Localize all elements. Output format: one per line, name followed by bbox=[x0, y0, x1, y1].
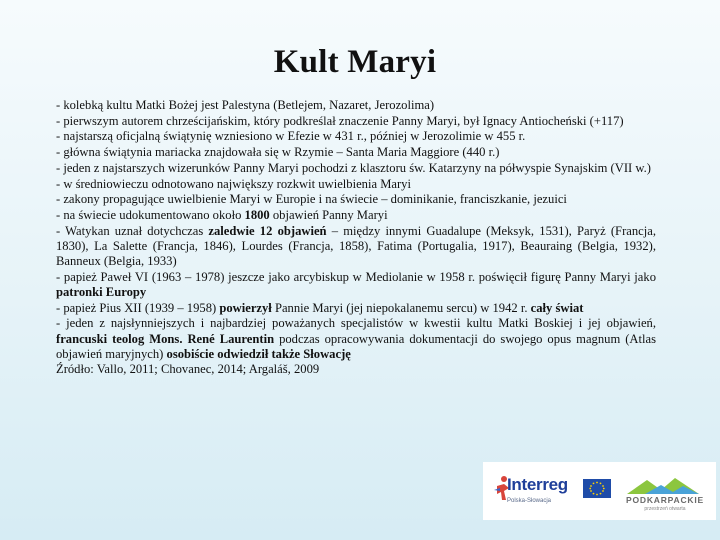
body-paragraph bbox=[56, 161, 656, 176]
paragraph-text: - kolebką kultu Matki Bożej jest Palestyna (Betlejem, Nazaret, Jerozolima) bbox=[56, 98, 435, 112]
paragraph-text: - jeden z najsłynniejszych i najbardziej poważanych specjalistów w kwestii kultu Matki Boskiej i jej objawień, bbox=[56, 316, 656, 331]
paragraph-text: - papież Pius XII (1939 – 1958) bbox=[56, 300, 220, 315]
interreg-subtitle: Polska-Słowacja bbox=[507, 498, 552, 504]
body-paragraph bbox=[56, 316, 656, 362]
body-paragraph bbox=[56, 177, 656, 192]
body-paragraph bbox=[56, 208, 656, 223]
body-paragraph bbox=[56, 301, 656, 316]
paragraph-text: - najstarszą oficjalną świątynię wzniesiono w Efezie w 431 r., później w Jerozolimie w 455 r. bbox=[56, 129, 526, 144]
emphasis-text: powierzył bbox=[219, 300, 272, 315]
paragraph-text: - zakony propagujące uwielbienie Maryi w Europie i na świecie – dominikanie, franciszkanie, jezuici bbox=[56, 192, 567, 207]
emphasis-text: francuski teolog Mons. René Laurentin bbox=[56, 331, 275, 346]
body-paragraph bbox=[56, 192, 656, 207]
paragraph-text: - jeden z najstarszych wizerunków Panny Maryi pochodzi z klasztoru św. Katarzyny na półwyspie Synajskim (VII w.) bbox=[56, 160, 652, 175]
emphasis-text: 1800 bbox=[244, 207, 270, 222]
podkarpackie-name: PODKARPACKIE bbox=[626, 495, 704, 505]
podkarpackie-tagline: przestrzeń otwarta bbox=[644, 506, 686, 512]
slide-body bbox=[56, 98, 656, 378]
emphasis-text: patronki Europy bbox=[56, 284, 147, 299]
body-paragraph bbox=[56, 224, 656, 270]
interreg-brand: Interreg bbox=[507, 475, 568, 494]
paragraph-text: - papież Paweł VI (1963 – 1978) jeszcze jako arcybiskup w Mediolanie w 1958 r. poświęcił figurę Panny Maryi jako bbox=[56, 269, 656, 284]
paragraph-text: - na świecie udokumentowano około bbox=[56, 207, 245, 222]
partner-logos-bar bbox=[483, 462, 716, 520]
slide-title: Kult Maryi bbox=[273, 44, 437, 80]
eu-flag-icon bbox=[583, 479, 611, 498]
paragraph-text: Źródło: Vallo, 2011; Chovanec, 2014; Argaláš, 2009 bbox=[56, 362, 320, 377]
emphasis-text: zaledwie 12 objawień bbox=[208, 223, 327, 238]
emphasis-text: osobiście odwiedził także Słowację bbox=[166, 346, 351, 361]
body-paragraph bbox=[56, 270, 656, 300]
paragraph-text: – między innymi Guadalupe (Meksyk, 1531), Paryż (Francja, 1830), La Salette (Francja, 1846), Lourdes (Francja, 1858), Fatima (Portugalia, 1917), Beauraing (Belgia, 1932), Banneux (Belgia, 1933) bbox=[56, 223, 656, 269]
body-paragraph bbox=[56, 98, 656, 113]
body-paragraph bbox=[56, 362, 656, 377]
paragraph-text: - w średniowieczu odnotowano największy rozkwit uwielbienia Maryi bbox=[56, 176, 411, 191]
paragraph-text: - główna świątynia mariacka znajdowała się w Rzymie – Santa Maria Maggiore (440 r.) bbox=[56, 145, 500, 160]
emphasis-text: cały świat bbox=[530, 300, 584, 315]
paragraph-text: Pannie Maryi (jej niepokalanemu sercu) w 1942 r. bbox=[271, 300, 531, 315]
body-paragraph bbox=[56, 129, 656, 144]
paragraph-text: - pierwszym autorem chrześcijańskim, który podkreślał znaczenie Panny Maryi, był Ignacy Antiocheński (+117) bbox=[56, 113, 624, 128]
body-paragraph bbox=[56, 145, 656, 160]
paragraph-text: - Watykan uznał dotychczas bbox=[56, 223, 209, 238]
paragraph-text: podczas opracowywania dokumentacji do swojego opus magnum (Atlas objawień maryjnych) bbox=[56, 331, 657, 361]
paragraph-text: objawień Panny Maryi bbox=[269, 207, 388, 222]
body-paragraph bbox=[56, 114, 656, 129]
